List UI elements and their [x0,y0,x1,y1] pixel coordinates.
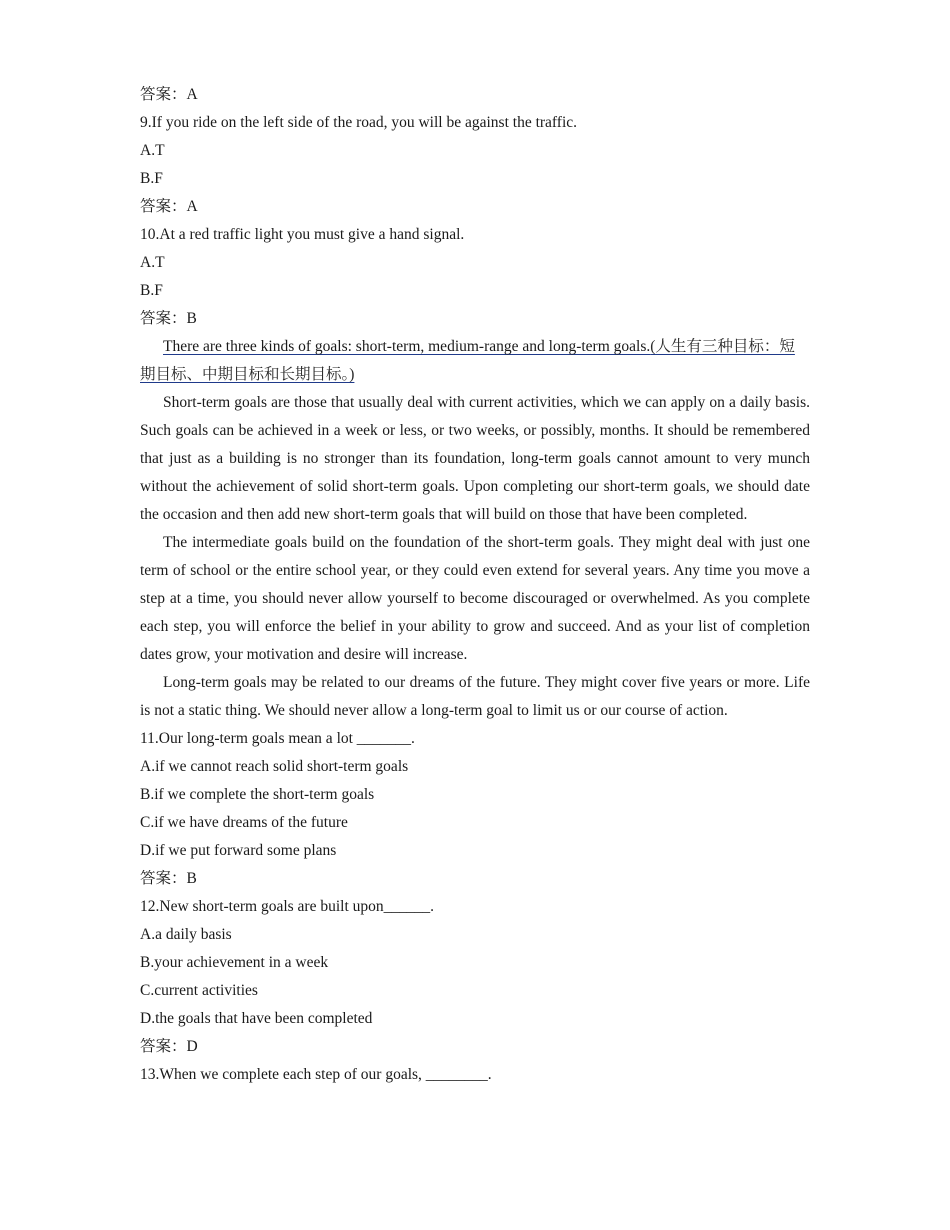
answer-line: 答案：B [140,310,197,327]
option-line: B.F [140,282,163,299]
answer-line: 答案：A [140,86,198,103]
passage-paragraph: Long-term goals may be related to our dreams of the future. They might cover five years or more. Life is not a static thing. We should never allow a long-term goal to limit us or our course of action. [140,674,810,719]
option-line: C.if we have dreams of the future [140,814,348,831]
question-9: 9.If you ride on the left side of the road, you will be against the traffic. [140,114,578,131]
option-line: B.F [140,170,163,187]
passage-paragraph: Short-term goals are those that usually deal with current activities, which we can apply on a daily basis. Such goals can be achieved in a week or less, or two weeks, or possibly, months. It should be remembered that just as a building is no stronger than its foundation, long-term goals cannot amount to very munch without the achievement of solid short-term goals. Upon completing our short-term goals, we should date the occasion and then add new short-term goals that will build on those that have been completed. [140,394,810,523]
answer-line: 答案：B [140,870,197,887]
answer-line: 答案：D [140,1038,198,1055]
question-10: 10.At a red traffic light you must give a hand signal. [140,226,465,243]
option-line: A.a daily basis [140,926,232,943]
option-line: D.the goals that have been completed [140,1010,373,1027]
question-11: 11.Our long-term goals mean a lot _______. [140,730,415,747]
document-page [140,81,810,1089]
answer-line: 答案：A [140,198,198,215]
question-13: 13.When we complete each step of our goals, ________. [140,1066,492,1083]
option-line: B.your achievement in a week [140,954,329,971]
passage-intro [140,333,810,389]
question-12: 12.New short-term goals are built upon______. [140,898,435,915]
option-line: A.if we cannot reach solid short-term goals [140,758,409,775]
option-line: D.if we put forward some plans [140,842,337,859]
option-line: A.T [140,142,165,159]
passage-paragraph: The intermediate goals build on the foundation of the short-term goals. They might deal with just one term of school or the entire school year, or they could even extend for several years. Any time you move a step at a time, you should never allow yourself to become discouraged or overwhelmed. As you complete each step, you will enforce the belief in your ability to grow and succeed. And as your list of completion dates grow, your motivation and desire will increase. [140,534,810,663]
option-line: A.T [140,254,165,271]
passage-intro-english: There are three kinds of goals: short-term, medium-range and long-term goals. [163,338,651,355]
passage-intro-chinese: (人生有三种目标：短期目标、中期目标和长期目标。) [140,338,795,383]
option-line: B.if we complete the short-term goals [140,786,375,803]
option-line: C.current activities [140,982,258,999]
